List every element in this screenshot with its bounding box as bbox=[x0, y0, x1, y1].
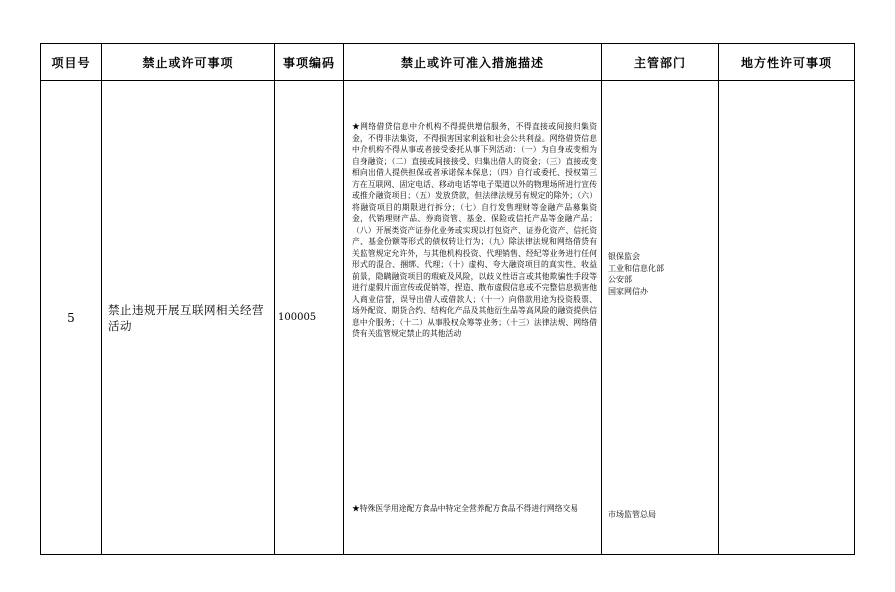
table-row bbox=[41, 81, 855, 555]
measure-description-cell bbox=[344, 81, 602, 555]
local-permit-cell bbox=[719, 81, 855, 555]
department-name: 银保监会 bbox=[608, 252, 640, 261]
header-department: 主管部门 bbox=[602, 44, 719, 81]
department-name: 国家网信办 bbox=[608, 286, 648, 296]
department-cell bbox=[602, 81, 719, 555]
department-name: 工业和信息化部 bbox=[608, 263, 664, 273]
item-code: 100005 bbox=[275, 81, 344, 555]
header-item-code: 事项编码 bbox=[275, 44, 344, 81]
measure-description-main: ★网络借贷信息中介机构不得提供增信服务，不得直接或间接归集资金，不得非法集资，不得损害国家利益和社会公共利益。网络借贷信息中介机构不得从事或者接受委托从事下列活动：（一）为自身或变相为自身融资；（二）直接或间接接受、归集出借人的资金；（三）直接或变相向出借人提供担保或者承诺保本保息；（四）自行或委托、授权第三方在互联网、固定电话、移动电话等电子渠道以外的物理场所进行宣传或推介融资项目；（五）发放贷款，但法律法规另有规定的除外；（六）将融资项目的期限进行拆分；（七）自行发售理财等金融产品募集资金，代销理财产品、券商资管、基金、保险或信托产品等金融产品；（八）开展类资产证券化业务或实现以打包资产、证券化资产、信托资产、基金份额等形式的债权转让行为；（九）除法律法规和网络借贷有关监管规定允许外，与其他机构投资、代理销售、经纪等业务进行任何形式的混合、捆绑、代理；（十）虚构、夸大融资项目的真实性、收益前景，隐瞒融资项目的瑕疵及风险，以歧义性语言或其他欺骗性手段等进行虚假片面宣传或促销等，捏造、散布虚假信息或不完整信息损害他人商业信誉，误导出借人或借款人；（十一）向借款用途为投资股票、场外配资、期货合约、结构化产品及其他衍生品等高风险的融资提供信息中介服务；（十二）从事股权众筹等业务；（十三）法律法规、网络借贷有关监管规定禁止的其他活动 bbox=[352, 122, 597, 338]
department-name: 公安部 bbox=[608, 275, 632, 284]
negative-list-table bbox=[40, 43, 855, 555]
department-second: 市场监管总局 bbox=[608, 510, 656, 519]
header-item-name: 禁止或许可事项 bbox=[102, 44, 275, 81]
header-row bbox=[41, 44, 855, 81]
measure-description-second: ★特殊医学用途配方食品中特定全营养配方食品不得进行网络交易 bbox=[352, 504, 579, 513]
header-local-permit: 地方性许可事项 bbox=[719, 44, 855, 81]
item-name: 禁止违规开展互联网相关经营活动 bbox=[102, 81, 275, 555]
header-item-number: 项目号 bbox=[41, 44, 102, 81]
item-number: 5 bbox=[41, 81, 102, 555]
department-list-main bbox=[608, 251, 664, 297]
header-measure-description: 禁止或许可准入措施描述 bbox=[344, 44, 602, 81]
